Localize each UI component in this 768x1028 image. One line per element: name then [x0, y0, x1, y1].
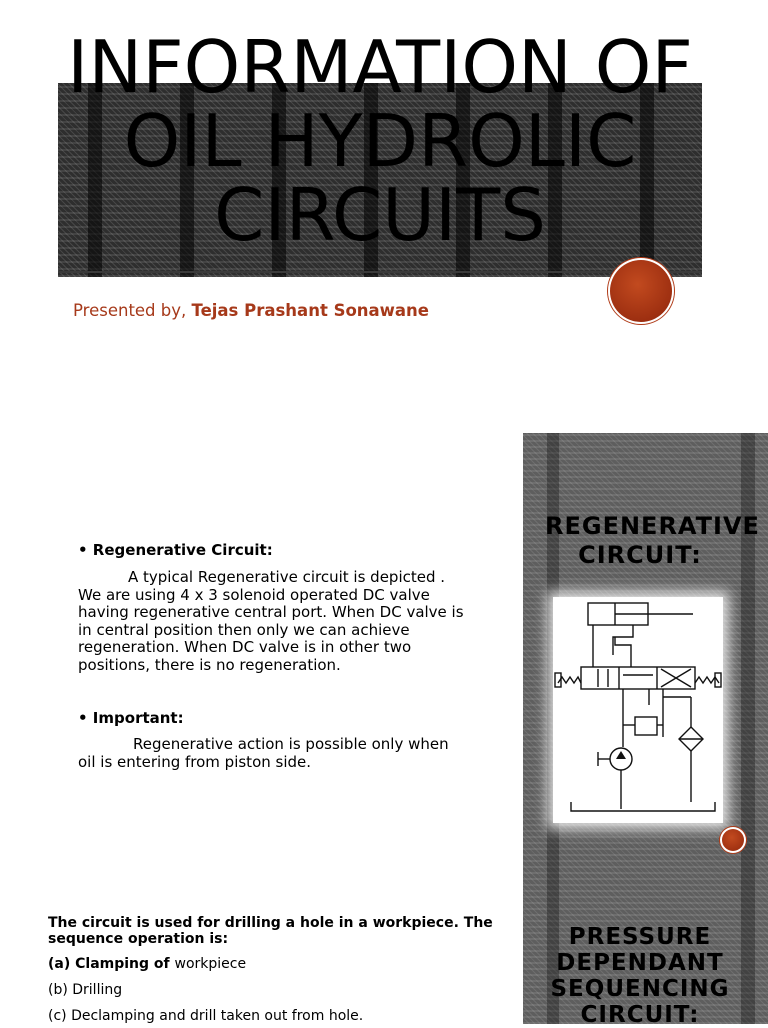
- presenter-line: [73, 301, 429, 320]
- step-b: (b) Drilling: [48, 982, 123, 998]
- regenerative-circuit-diagram: [553, 597, 723, 823]
- step-a-bold: (a) Clamping of: [48, 956, 175, 972]
- hydraulic-schematic-icon: [553, 597, 723, 823]
- step-c: (c) Declamping and drill taken out from hole.: [48, 1008, 364, 1024]
- sequence-intro: The circuit is used for drilling a hole in a workpiece. The sequence operation is:: [48, 915, 493, 947]
- regenerative-circuit-description: [78, 569, 470, 674]
- important-description-text: Regenerative action is possible only when oil is entering from piston side.: [78, 735, 449, 771]
- regenerative-circuit-heading: REGENERATIVE CIRCUIT:: [545, 512, 760, 569]
- step-a-rest: workpiece: [174, 956, 247, 972]
- sequencing-circuit-heading: PRESSURE DEPENDANT SEQUENCING CIRCUIT:: [550, 924, 730, 1028]
- presenter-name: Tejas Prashant Sonawane: [191, 301, 429, 320]
- slide-title: INFORMATION OF OIL HYDROLIC CIRCUITS: [67, 25, 693, 257]
- decorative-circle: [608, 258, 674, 324]
- step-a: [48, 956, 508, 972]
- important-description: [78, 736, 470, 771]
- decorative-circle-small: [720, 827, 746, 853]
- presented-by-label: Presented by,: [73, 301, 192, 320]
- banner-bottom-line: [58, 271, 702, 273]
- important-bullet: • Important:: [78, 709, 184, 727]
- regenerative-circuit-bullet: • Regenerative Circuit:: [78, 541, 273, 559]
- regenerative-description-text: A typical Regenerative circuit is depicted . We are using 4 x 3 solenoid operated DC valve having regenerative central port. When DC valve is in central position then only we can achieve regeneration. When DC valve is in other two positions, there is no regeneration.: [78, 568, 464, 674]
